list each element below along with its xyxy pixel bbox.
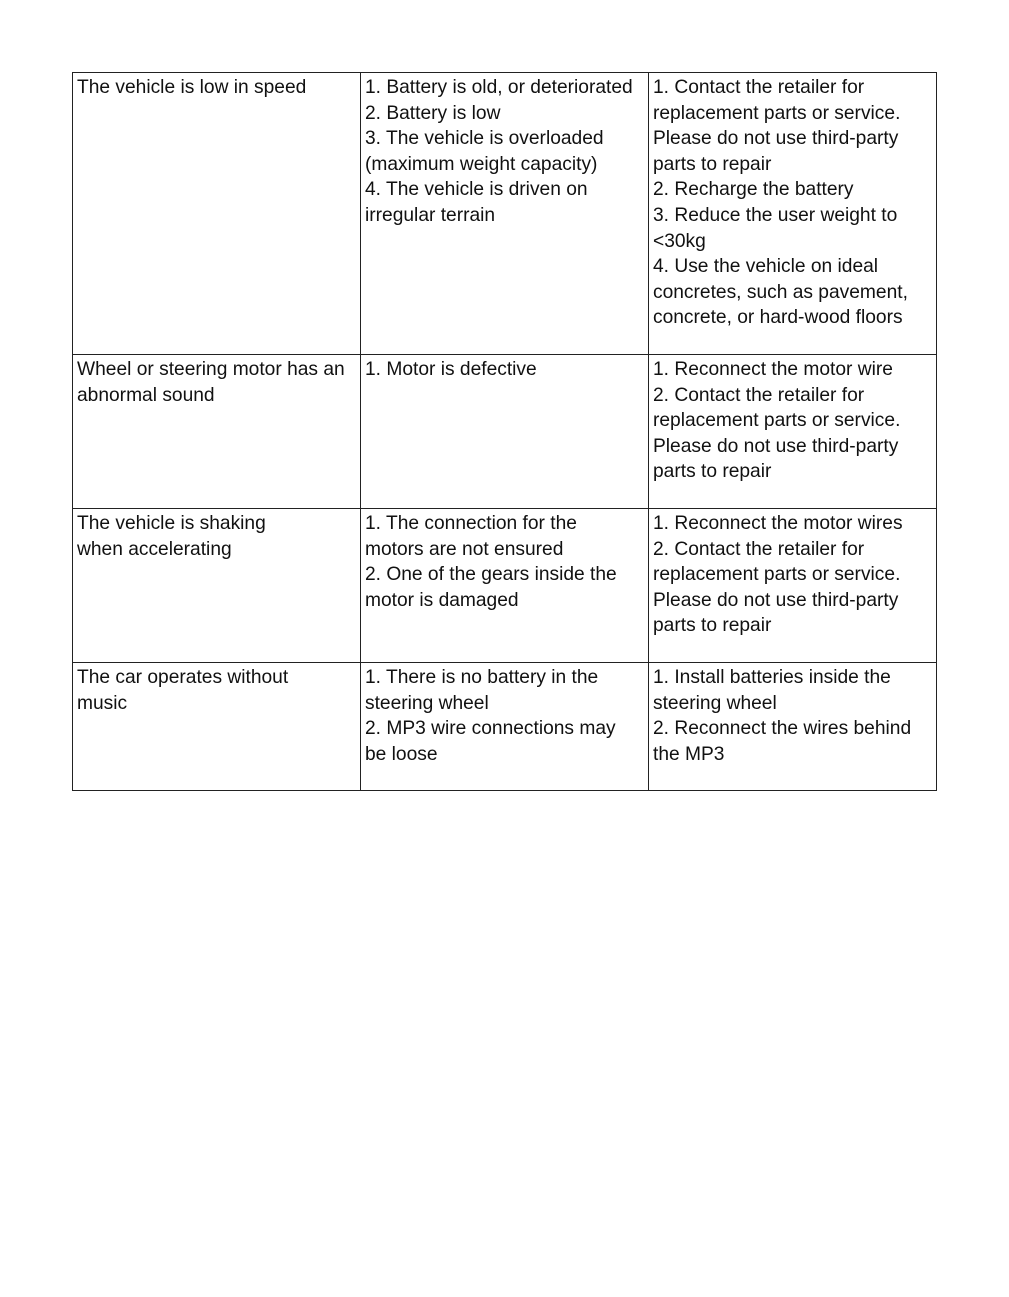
problem-cell: The vehicle is low in speed: [73, 73, 361, 355]
solution-cell: 1. Reconnect the motor wires 2. Contact the retailer for replacement parts or service. Please do not use third-party parts to repair: [649, 509, 937, 663]
troubleshooting-table: [72, 72, 937, 791]
table-row: [73, 355, 937, 509]
table-row: [73, 73, 937, 355]
table-row: [73, 663, 937, 791]
cause-cell: 1. Battery is old, or deteriorated 2. Battery is low 3. The vehicle is overloaded (maximum weight capacity) 4. The vehicle is driven on irregular terrain: [361, 73, 649, 355]
solution-cell: 1. Reconnect the motor wire 2. Contact the retailer for replacement parts or service. Please do not use third-party parts to repair: [649, 355, 937, 509]
cause-cell: 1. The connection for the motors are not ensured 2. One of the gears inside the motor is damaged: [361, 509, 649, 663]
cause-cell: 1. Motor is defective: [361, 355, 649, 509]
table-row: [73, 509, 937, 663]
problem-cell: The vehicle is shaking when accelerating: [73, 509, 361, 663]
problem-cell: The car operates without music: [73, 663, 361, 791]
solution-cell: 1. Contact the retailer for replacement parts or service. Please do not use third-party parts to repair 2. Recharge the battery 3. Reduce the user weight to <30kg 4. Use the vehicle on ideal concretes, such as pavement, concrete, or hard-wood floors: [649, 73, 937, 355]
solution-cell: 1. Install batteries inside the steering wheel 2. Reconnect the wires behind the MP3: [649, 663, 937, 791]
cause-cell: 1. There is no battery in the steering wheel 2. MP3 wire connections may be loose: [361, 663, 649, 791]
problem-cell: Wheel or steering motor has an abnormal sound: [73, 355, 361, 509]
